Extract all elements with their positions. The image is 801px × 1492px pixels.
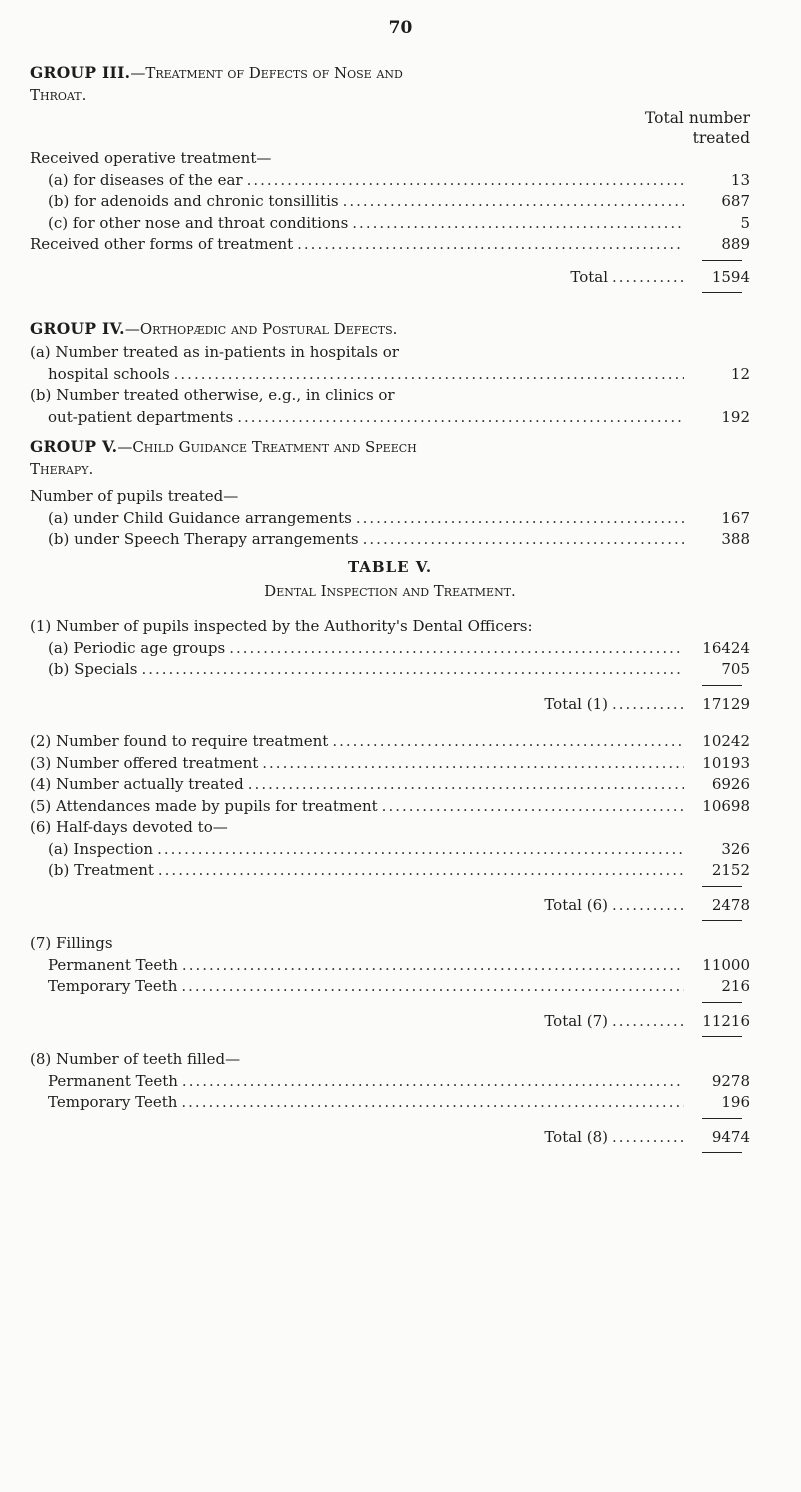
item-row: (2) Number found to require treatment ..... 10242: [30, 731, 750, 753]
item-8-total: Total (8) ..... 9474: [30, 1127, 750, 1149]
item-7-label: (7) Fillings: [30, 934, 113, 952]
item-7-total: Total (7) ..... 11216: [30, 1011, 750, 1033]
group-4-row-b: out-patient departments ..... 192: [30, 407, 750, 429]
group-3-other-row: Received other forms of treatment ..... 889: [30, 234, 750, 256]
group-5-heading: GROUP V.—Child Guidance Treatment and Speech Therapy.: [30, 437, 417, 478]
item-6-row: (b) Treatment ..... 2152: [30, 860, 750, 882]
item-6-total: Total (6) ..... 2478: [30, 895, 750, 917]
rule: [702, 1002, 742, 1003]
page-number: 70: [388, 18, 413, 38]
item-1-row: (a) Periodic age groups ..... 16424: [30, 638, 750, 660]
item-row: (3) Number offered treatment ..... 10193: [30, 753, 750, 775]
group-4-row-a: hospital schools ..... 12: [30, 364, 750, 386]
group-3-intro: Received operative treatment—: [30, 149, 272, 167]
item-1-total: Total (1) ..... 17129: [30, 694, 750, 716]
group-4-heading: GROUP IV.—Orthopædic and Postural Defects.: [30, 319, 398, 338]
item-6-label: (6) Half-days devoted to—: [30, 818, 228, 836]
group-4-section: [30, 318, 750, 428]
item-1-label: (1) Number of pupils inspected by the Authority's Dental Officers:: [30, 617, 533, 635]
group-5-section: [30, 436, 750, 551]
group-3-total: Total ..... 1594: [30, 267, 750, 289]
group-3-row: (c) for other nose and throat conditions ..... 5: [30, 213, 750, 235]
group-5-row: (a) under Child Guidance arrangements ..... 167: [30, 508, 750, 530]
item-8-row: Temporary Teeth ..... 196: [30, 1092, 750, 1114]
item-7-row: Temporary Teeth ..... 216: [30, 976, 750, 998]
rule: [702, 920, 742, 921]
table-5-section: [30, 556, 750, 1153]
group-3-row: (a) for diseases of the ear ..... 13: [30, 170, 750, 192]
rule: [702, 1036, 742, 1037]
group-5-intro: Number of pupils treated—: [30, 487, 239, 505]
item-8-row: Permanent Teeth ..... 9278: [30, 1071, 750, 1093]
group-3-row: (b) for adenoids and chronic tonsillitis ..... 687: [30, 191, 750, 213]
table-5-title: TABLE V.: [347, 558, 433, 576]
group-4-row-a-line: (a) Number treated as in-patients in hospitals or: [30, 343, 399, 361]
column-header: Total number treated: [645, 109, 750, 147]
table-5-subtitle: Dental Inspection and Treatment.: [264, 582, 516, 600]
group-3-section: [30, 62, 750, 293]
rule: [702, 292, 742, 293]
rule: [702, 685, 742, 686]
rule: [702, 886, 742, 887]
rule: [702, 260, 742, 261]
item-6-row: (a) Inspection ..... 326: [30, 839, 750, 861]
group-5-row: (b) under Speech Therapy arrangements ..... 388: [30, 529, 750, 551]
group-3-heading: GROUP III.—Treatment of Defects of Nose and Throat.: [30, 63, 403, 104]
item-1-row: (b) Specials ..... 705: [30, 659, 750, 681]
item-row: (4) Number actually treated ..... 6926: [30, 774, 750, 796]
item-8-label: (8) Number of teeth filled—: [30, 1050, 241, 1068]
rule: [702, 1152, 742, 1153]
rule: [702, 1118, 742, 1119]
item-7-row: Permanent Teeth ..... 11000: [30, 955, 750, 977]
group-4-row-b-line: (b) Number treated otherwise, e.g., in clinics or: [30, 386, 395, 404]
item-row: (5) Attendances made by pupils for treatment ..... 10698: [30, 796, 750, 818]
